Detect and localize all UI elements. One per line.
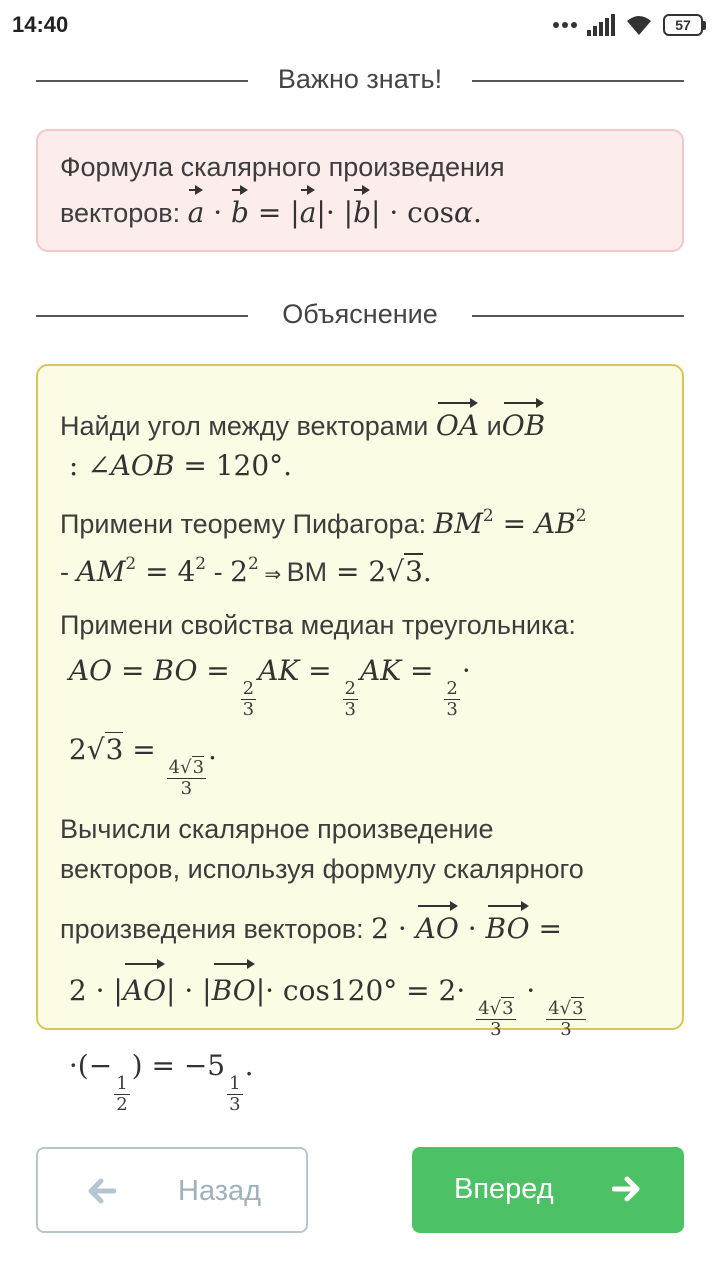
- dots-icon: [553, 21, 577, 29]
- signal-icon: [587, 14, 615, 36]
- explanation-step-3: Примени свойства медиан треугольника: AO = BO = $\frac{2}{3}$ AK = $\frac{2}{3}$ AK = $\frac{2}{3}$ · 2√3 = $\frac{4√3}{3}$ .: [60, 610, 576, 799]
- explanation-step-1: Найди угол между векторами OA иOB : ∠AOB = 120°.: [60, 400, 660, 486]
- explanation-step-4: Вычисли скалярное произведение векторов, используя формулу скалярного произведения векторов: 2 · AO · BO = 2 · |AO| · |BO|· cos120° = 2· $\frac{4√3}{3}$ · $\frac{4√3}{3}$ ·(− $\frac{1}{2}$ ) = −5 $\frac{1}{3}$ .: [60, 814, 584, 1115]
- explanation-divider: [36, 295, 684, 335]
- arrow-right-icon: [612, 1175, 642, 1211]
- status-icons: [553, 12, 706, 38]
- status-time: 14:40: [12, 12, 69, 37]
- wifi-icon: [625, 14, 653, 36]
- next-button[interactable]: [412, 1147, 684, 1233]
- arrow-left-icon: [86, 1177, 116, 1213]
- status-bar: [0, 0, 720, 52]
- explanation-step-2: Примени теорему Пифагора: $BM^2 = AB^2$ - $AM^2 = 4^2 - 2^2$ ⇒ ВМ = 2√3.: [60, 506, 587, 588]
- battery-level: 57: [663, 14, 703, 36]
- important-divider: [36, 60, 684, 100]
- important-card: [36, 129, 684, 252]
- back-button-label: Назад: [178, 1175, 262, 1207]
- explanation-card: [36, 364, 684, 1115]
- info-line-2: векторов: a · b = |a|· |b| · cosα.: [60, 187, 660, 233]
- battery-icon: [663, 14, 706, 36]
- explanation-title: Объяснение: [282, 299, 438, 329]
- info-line-1: Формула скалярного произведения: [60, 152, 505, 182]
- next-button-label: Вперед: [454, 1173, 554, 1205]
- important-title: Важно знать!: [277, 64, 443, 94]
- back-button[interactable]: [36, 1147, 308, 1233]
